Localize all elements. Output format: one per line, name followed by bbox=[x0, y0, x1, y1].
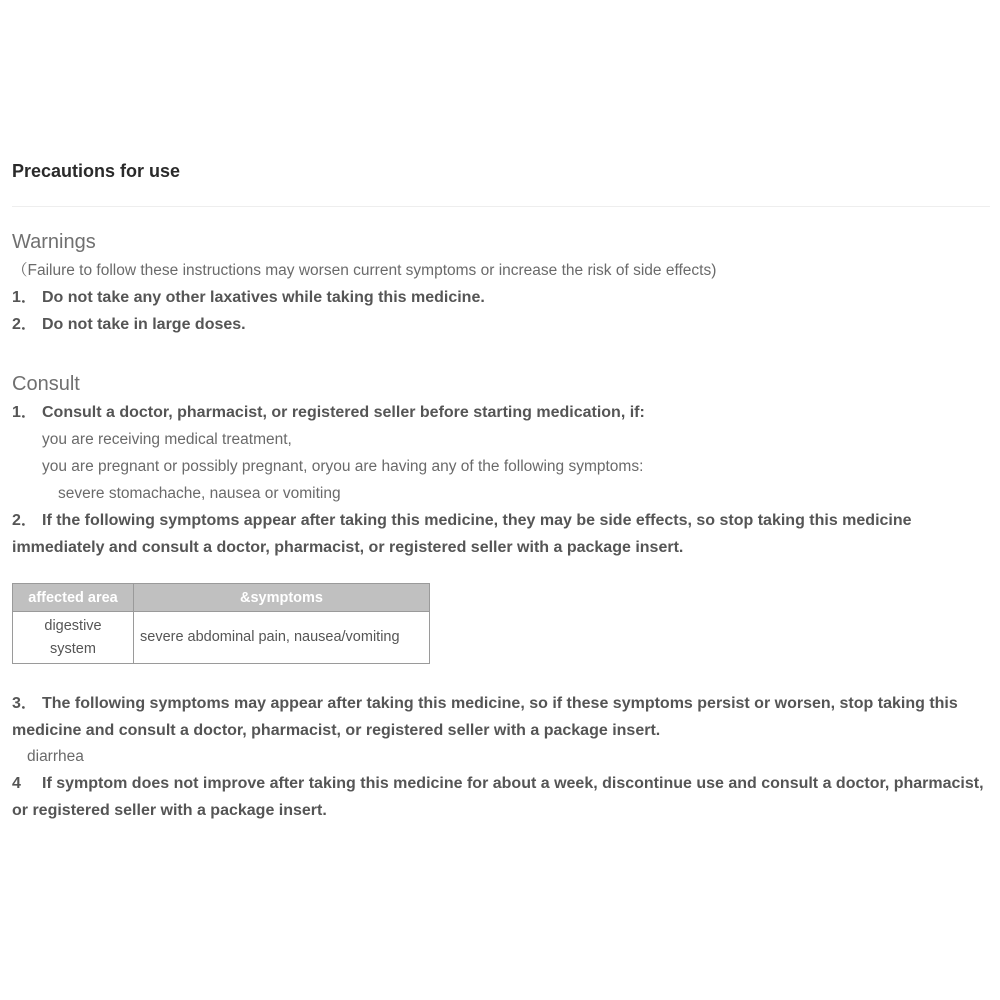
warning-item-2-number: 2． bbox=[12, 316, 37, 333]
warning-item-2 bbox=[12, 315, 246, 335]
consult-item-1-condition-2: you are pregnant or possibly pregnant, oryou are having any of the following symptoms: bbox=[42, 458, 644, 475]
table-header-affected-area: affected area bbox=[13, 584, 134, 612]
consult-item-3 bbox=[12, 690, 992, 744]
table-header-row bbox=[13, 584, 430, 612]
consult-item-3-symptom: diarrhea bbox=[27, 748, 84, 765]
consult-heading: Consult bbox=[12, 373, 80, 395]
consult-item-2-number: 2． bbox=[12, 512, 37, 529]
side-effects-table bbox=[12, 583, 430, 664]
consult-item-4 bbox=[12, 770, 992, 824]
consult-item-2 bbox=[12, 507, 992, 561]
consult-item-1-symptoms: severe stomachache, nausea or vomiting bbox=[58, 485, 341, 502]
warnings-note: （Failure to follow these instructions may worsen current symptoms or increase the risk of side effects) bbox=[12, 262, 717, 279]
consult-item-4-number: 4 bbox=[12, 775, 21, 792]
consult-item-3-number: 3． bbox=[12, 695, 37, 712]
table-cell-area: digestive system bbox=[13, 612, 134, 664]
consult-item-3-text: The following symptoms may appear after taking this medicine, so if these symptoms persist or worsen, stop taking this medicine and consult a doctor, pharmacist, or registered seller with a package insert. bbox=[12, 695, 958, 739]
warning-item-1-text: Do not take any other laxatives while taking this medicine. bbox=[42, 289, 485, 306]
consult-item-2-text: If the following symptoms appear after taking this medicine, they may be side effects, so stop taking this medicine immediately and consult a doctor, pharmacist, or registered seller with a package insert. bbox=[12, 512, 912, 556]
consult-item-1-text: Consult a doctor, pharmacist, or registered seller before starting medication, if: bbox=[42, 404, 645, 421]
table-header-symptoms: &symptoms bbox=[134, 584, 430, 612]
consult-item-1-condition-1: you are receiving medical treatment, bbox=[42, 431, 292, 448]
warning-item-2-text: Do not take in large doses. bbox=[42, 316, 246, 333]
consult-item-4-text: If symptom does not improve after taking this medicine for about a week, discontinue use and consult a doctor, pharmacist, or registered seller with a package insert. bbox=[12, 775, 984, 819]
table-row bbox=[13, 612, 430, 664]
warning-item-1-number: 1． bbox=[12, 289, 37, 306]
warning-item-1 bbox=[12, 288, 485, 308]
page-title: Precautions for use bbox=[12, 161, 181, 181]
title-divider bbox=[12, 206, 990, 207]
warnings-heading: Warnings bbox=[12, 231, 96, 253]
consult-item-1-number: 1． bbox=[12, 404, 37, 421]
consult-item-1 bbox=[12, 403, 645, 423]
table-cell-symptoms: severe abdominal pain, nausea/vomiting bbox=[134, 612, 430, 664]
